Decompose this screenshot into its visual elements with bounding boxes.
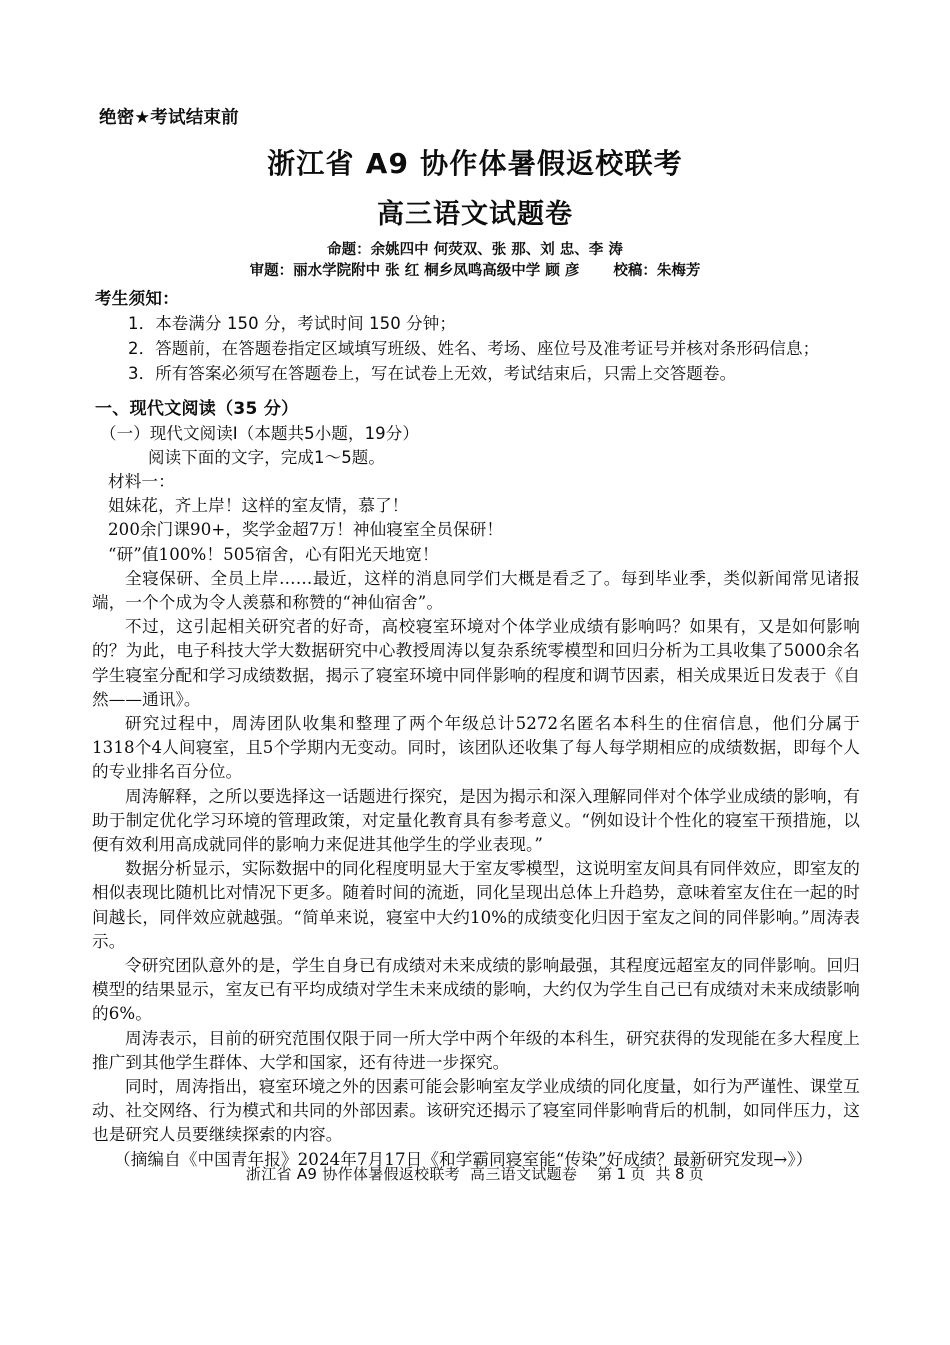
footer-total-unit: 页 [688,1165,705,1183]
page-title-sub: 高三语文试题卷 [377,199,573,230]
notice-heading: 考生须知： [95,289,179,308]
material-label: 材料一： [108,472,175,491]
footer-exam-name: 浙江省 A9 协作体暑假返校联考 [245,1165,461,1183]
notice-item: 3．所有答案必须写在答题卷上，写在试卷上无效，考试结束后，只需上交答题卷。 [128,364,737,383]
secrecy-mark: 绝密★考试结束前 [99,108,239,128]
material-quote: “研”值100%！505宿舍，心有阳光天地宽！ [108,544,439,564]
credits-block [0,240,950,282]
footer-page-number: 1 [616,1165,627,1183]
material-paragraph: 数据分析显示，实际数据中的同化程度明显大于室友零模型，这说明室友间具有同伴效应，即室友的相似表现比随机比对情况下更多。随着时间的流逝，同化呈现出总体上升趋势，意味着室友住在一起的时间越长，同伴效应就越强。“简单来说，寝室中大约10%的成绩变化归因于室友之间的同伴影响。”周涛表示。 [92,859,860,951]
credits-compose-label: 命题： [327,242,371,258]
section-heading-part-one: 一、现代文阅读（35 分） [95,399,299,419]
material-body [92,470,860,1172]
page-footer [0,1163,950,1184]
footer-page-label: 第 [597,1165,613,1183]
credits-compose-value: 余姚四中 何荧双、张 那、刘 忠、李 涛 [370,242,623,258]
material-paragraph: 全寝保研、全员上岸……最近，这样的消息同学们大概是看乏了。每到毕业季，类似新闻常见诸报端，一个个成为令人羡慕和称赞的“神仙宿舍”。 [92,568,860,613]
credits-compose-line [0,240,950,261]
material-paragraph: 同时，周涛指出，寝室环境之外的因素可能会影响室友学业成绩的同化度量，如行为严谨性、课堂互动、社交网络、行为模式和共同的外部因素。该研究还揭示了寝室同伴影响背后的机制，如同伴压力，这也是研究人员要继续探索的内容。 [92,1077,860,1145]
material-paragraph: 令研究团队意外的是，学生自身已有成绩对未来成绩的影响最强，其程度远超室友的同伴影响。回归模型的结果显示，室友已有平均成绩对学生未来成绩的影响，大约仅为学生自己已有成绩对未来成绩影响的6%。 [92,956,860,1024]
footer-total-number: 8 [674,1165,685,1183]
credits-review-line [0,261,950,282]
footer-page-unit: 页 [630,1165,646,1183]
credits-proof-value: 朱梅芳 [656,263,701,279]
section-heading-sub-one: （一）现代文阅读Ⅰ（本题共5小题，19分） [100,424,419,443]
notice-item: 1．本卷满分 150 分，考试时间 150 分钟； [128,314,456,333]
credits-review-value: 丽水学院附中 张 红 桐乡凤鸣高级中学 顾 彦 [293,263,580,279]
notice-item: 2．答题前，在答题卷指定区域填写班级、姓名、考场、座位号及准考证号并核对条形码信息； [128,339,820,358]
material-quote: 姐妹花，齐上岸！这样的室友情，慕了！ [108,496,409,516]
credits-proof-label: 校稿： [613,263,657,279]
material-paragraph: 周涛解释，之所以要选择这一话题进行探究，是因为揭示和深入理解同伴对个体学业成绩的影响，有助于制定优化学习环境的管理政策，对定量化教育具有参考意义。“例如设计个性化的寝室干预措施，以便有效利用高成就同伴的影响力来促进其他学生的学业表现。” [92,786,860,855]
section-instruction: 阅读下面的文字，完成1～5题。 [148,448,385,467]
material-paragraph: 周涛表示，目前的研究范围仅限于同一所大学中两个年级的本科生，研究获得的发现能在多大程度上推广到其他学生群体、大学和国家，还有待进一步探究。 [92,1028,860,1072]
page-title-main: 浙江省 A9 协作体暑假返校联考 [267,147,683,180]
credits-review-label: 审题： [249,263,294,279]
material-quote: 200余门课90+，奖学金超7万！神仙寝室全员保研！ [108,520,504,540]
material-paragraph: 研究过程中，周涛团队收集和整理了两个年级总计5272名匿名本科生的住宿信息，他们分属于1318个4人间寝室，且5个学期内无变动。同时，该团队还收集了每人每学期相应的成绩数据，即每个人的专业排名百分位。 [92,714,860,782]
material-paragraph: 不过，这引起相关研究者的好奇，高校寝室环境对个体学业成绩有影响吗？如果有，又是如何影响的？为此，电子科技大学大数据研究中心教授周涛以复杂系统零模型和回归分析为工具收集了5000余名学生寝室分配和学习成绩数据，揭示了寝室环境中同伴影响的程度和调节因素，相关成果近日发表于《自然——通讯》。 [92,617,860,709]
candidate-notice [95,286,870,386]
footer-paper-name: 高三语文试题卷 [470,1165,578,1183]
material-source-attribution: （摘编自《中国青年报》2024年7月17日《和学霸同寝室能“传染”好成绩？最新研究发现→》） [114,1149,813,1169]
footer-total-label: 共 [655,1165,671,1183]
